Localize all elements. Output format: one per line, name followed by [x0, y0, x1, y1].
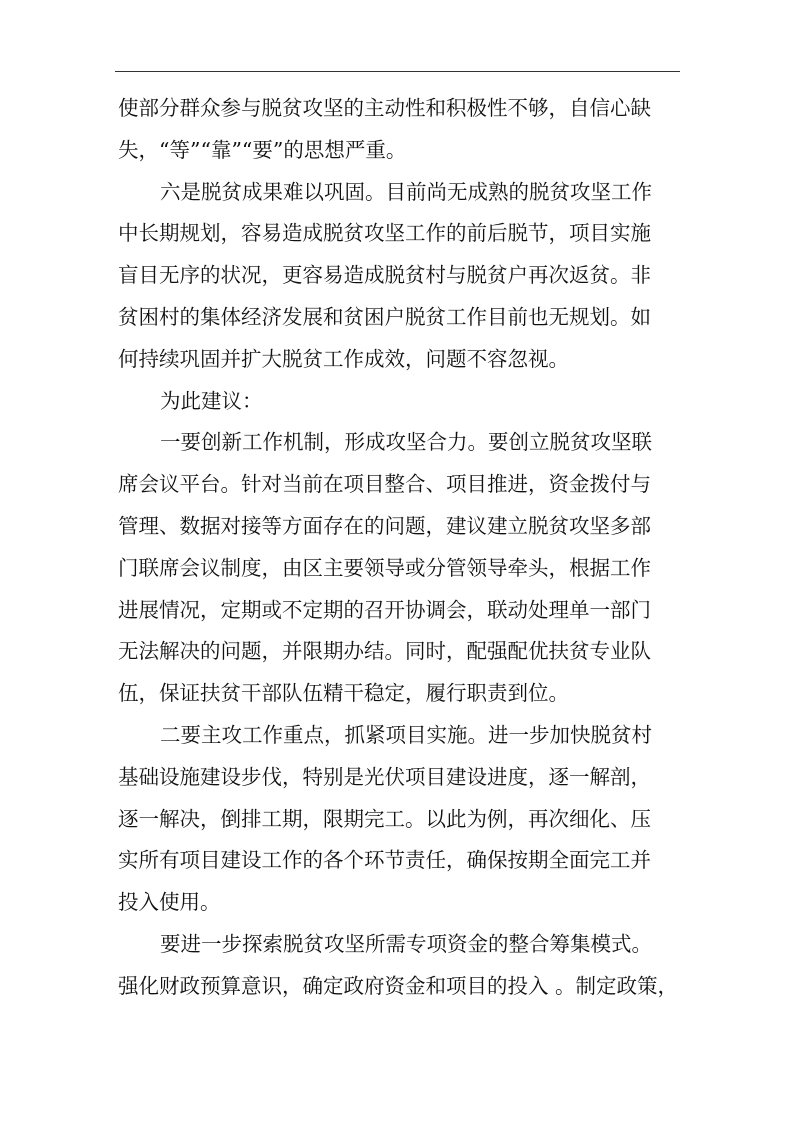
text-line: 无法解决的问题，并限期办结。同时，配强配优扶贫专业队 — [118, 639, 651, 664]
header-rule — [115, 71, 680, 72]
paragraph-start: 为此建议： — [160, 388, 263, 413]
text-line: 盲目无序的状况，更容易造成脱贫村与脱贫户再次返贫。非 — [118, 263, 651, 288]
text-line: 伍，保证扶贫干部队伍精干稳定，履行职责到位。 — [118, 681, 569, 706]
text-line: 逐一解决，倒排工期，限期完工。以此为例，再次细化、压 — [118, 806, 651, 831]
text-line: 门联席会议制度，由区主要领导或分管领导牵头，根据工作 — [118, 555, 651, 580]
text-line: 贫困村的集体经济发展和贫困户脱贫工作目前也无规划。如 — [118, 304, 651, 329]
text-line: 中长期规划，容易造成脱贫攻坚工作的前后脱节，项目实施 — [118, 221, 651, 246]
text-line: 席会议平台。针对当前在项目整合、项目推进，资金拨付与 — [118, 472, 651, 497]
paragraph-start: 二要主攻工作重点，抓紧项目实施。进一步加快脱贫村 — [160, 722, 652, 747]
document-body — [118, 88, 683, 1008]
text-line: 使部分群众参与脱贫攻坚的主动性和积极性不够，自信心缺 — [118, 96, 651, 120]
paragraph-start: 六是脱贫成果难以巩固。目前尚无成熟的脱贫攻坚工作 — [160, 179, 652, 204]
text-line: 实所有项目建设工作的各个环节责任，确保按期全面完工并 — [118, 848, 651, 873]
text-line: 进展情况，定期或不定期的召开协调会，联动处理单一部门 — [118, 597, 651, 622]
text-line: 何持续巩固并扩大脱贫工作成效，问题不容忽视。 — [118, 346, 569, 371]
text-line: 失，“等”“靠”“要”的思想严重。 — [118, 137, 407, 162]
paragraph-start: 要进一步探索脱贫攻坚所需专项资金的整合筹集模式。 — [160, 931, 652, 956]
text-line: 基础设施建设步伐，特别是光伏项目建设进度，逐一解剖， — [118, 764, 651, 789]
text-line: 投入使用。 — [118, 890, 221, 915]
text-line: 强化财政预算意识，确定政府资金和项目的投入 。制定政策， — [118, 973, 679, 998]
paragraph-start: 一要创新工作机制，形成攻坚合力。要创立脱贫攻坚联 — [160, 430, 652, 455]
text-line: 管理、数据对接等方面存在的问题，建议建立脱贫攻坚多部 — [118, 513, 651, 538]
